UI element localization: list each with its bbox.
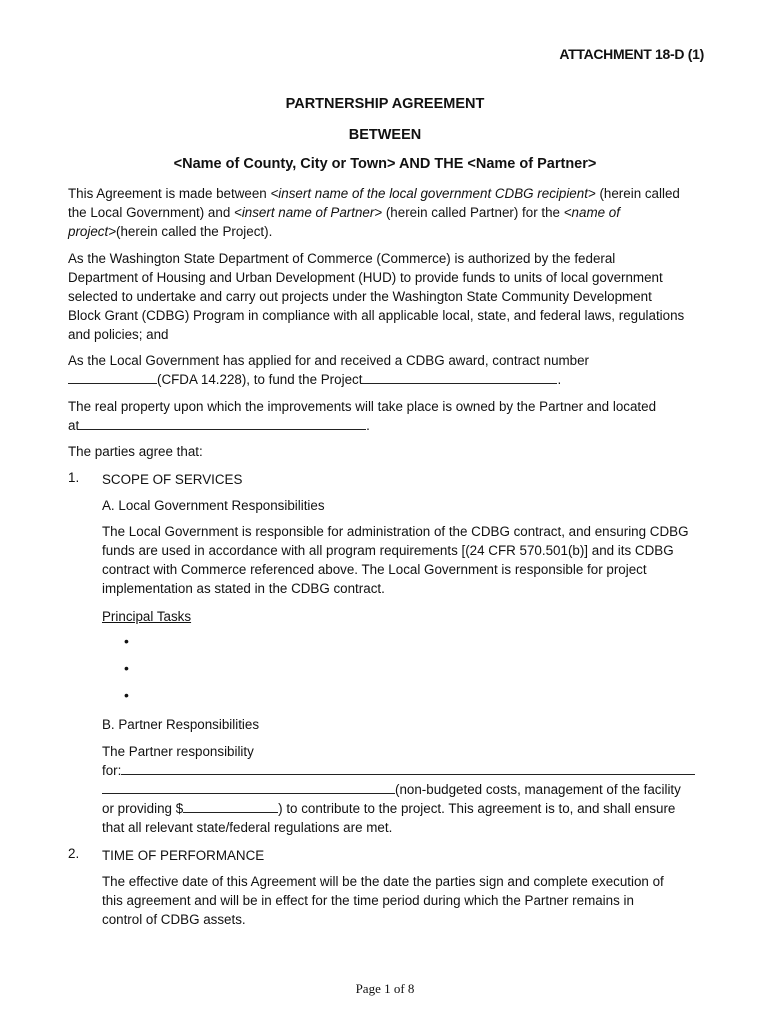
parties-agree: The parties agree that:	[68, 444, 203, 459]
recital-award	[68, 351, 589, 389]
task-bullet-2: •	[124, 660, 129, 676]
placeholder-project: project>	[68, 224, 117, 239]
recital-line: The real property upon which the improvements will take place is owned by the Partner and located	[68, 399, 657, 414]
recital-commerce	[68, 249, 684, 344]
body-line: The Local Government is responsible for administration of the CDBG contract, and ensuring CDBG	[102, 524, 689, 539]
body-line: or providing $	[102, 801, 184, 816]
intro-paragraph	[68, 184, 680, 241]
recital-line: As the Local Government has applied for and received a CDBG award, contract number	[68, 353, 590, 368]
intro-text: (herein called	[595, 186, 680, 201]
placeholder-local-government: <insert name of the local government CDBG recipient>	[270, 186, 596, 201]
section-1-heading: SCOPE OF SERVICES	[102, 472, 243, 487]
body-line: for:	[102, 763, 122, 778]
title-line-2: BETWEEN	[348, 127, 422, 143]
section-1-number: 1.	[68, 470, 80, 485]
period: .	[366, 418, 370, 433]
section-2-number: 2.	[68, 846, 80, 861]
subsection-b-body	[102, 742, 695, 837]
intro-text: (herein called Partner) for the	[382, 205, 564, 220]
page-number: Page 1 of 8	[355, 981, 415, 996]
partner-responsibility-blank-2[interactable]	[102, 780, 395, 794]
body-line: The Partner responsibility	[102, 744, 254, 759]
body-line: this agreement and will be in effect for the time period during which the Partner remains in	[102, 893, 634, 908]
subsection-b-heading: B. Partner Responsibilities	[102, 717, 260, 732]
section-2-body	[102, 872, 664, 929]
intro-text: This Agreement is made between	[68, 186, 271, 201]
body-line: contract with Commerce referenced above. The Local Government is responsible for project	[102, 562, 647, 577]
section-2-heading: TIME OF PERFORMANCE	[102, 848, 265, 863]
property-location-blank[interactable]	[79, 416, 366, 430]
body-line: ) to contribute to the project. This agreement is to, and shall ensure	[278, 801, 676, 816]
task-bullet-3: •	[124, 687, 129, 703]
body-line: (non-budgeted costs, management of the facility	[395, 782, 681, 797]
recital-line: As the Washington State Department of Commerce (Commerce) is authorized by the federal	[68, 251, 616, 266]
recital-line: and policies; and	[68, 327, 169, 342]
subsection-a-heading: A. Local Government Responsibilities	[102, 498, 325, 513]
recital-line: at	[68, 418, 80, 433]
placeholder-partner: <insert name of Partner>	[234, 205, 383, 220]
period: .	[557, 372, 562, 387]
recital-line: (CFDA 14.228), to fund the Project	[157, 372, 363, 387]
recital-line: selected to undertake and carry out projects under the Washington State Community Development	[68, 289, 652, 304]
intro-text: the Local Government) and	[68, 205, 234, 220]
amount-blank[interactable]	[183, 799, 278, 813]
intro-text: (herein called the Project).	[116, 224, 273, 239]
partner-responsibility-blank[interactable]	[121, 761, 695, 775]
recital-line: Department of Housing and Urban Development (HUD) to provide funds to units of local government	[68, 270, 663, 285]
attachment-label: ATTACHMENT 18-D (1)	[559, 46, 704, 62]
body-line: implementation as stated in the CDBG contract.	[102, 581, 385, 596]
principal-tasks-heading: Principal Tasks	[102, 609, 192, 624]
title-line-1: PARTNERSHIP AGREEMENT	[285, 96, 485, 112]
body-line: funds are used in accordance with all program requirements [(24 CFR 570.501(b)] and its CDBG	[102, 543, 674, 558]
title-line-3: <Name of County, City or Town> AND THE <Name of Partner>	[173, 156, 597, 172]
body-line: that all relevant state/federal regulations are met.	[102, 820, 393, 835]
recital-property	[68, 397, 656, 435]
body-line: control of CDBG assets.	[102, 912, 246, 927]
task-bullet-1: •	[124, 633, 129, 649]
placeholder-project: <name of	[563, 205, 620, 220]
body-line: The effective date of this Agreement will be the date the parties sign and complete execution of	[102, 874, 664, 889]
recital-line: Block Grant (CDBG) Program in compliance with all applicable local, state, and federal laws, regulations	[68, 308, 685, 323]
contract-number-blank[interactable]	[68, 370, 157, 384]
project-name-blank[interactable]	[362, 370, 557, 384]
subsection-a-body	[102, 522, 689, 598]
